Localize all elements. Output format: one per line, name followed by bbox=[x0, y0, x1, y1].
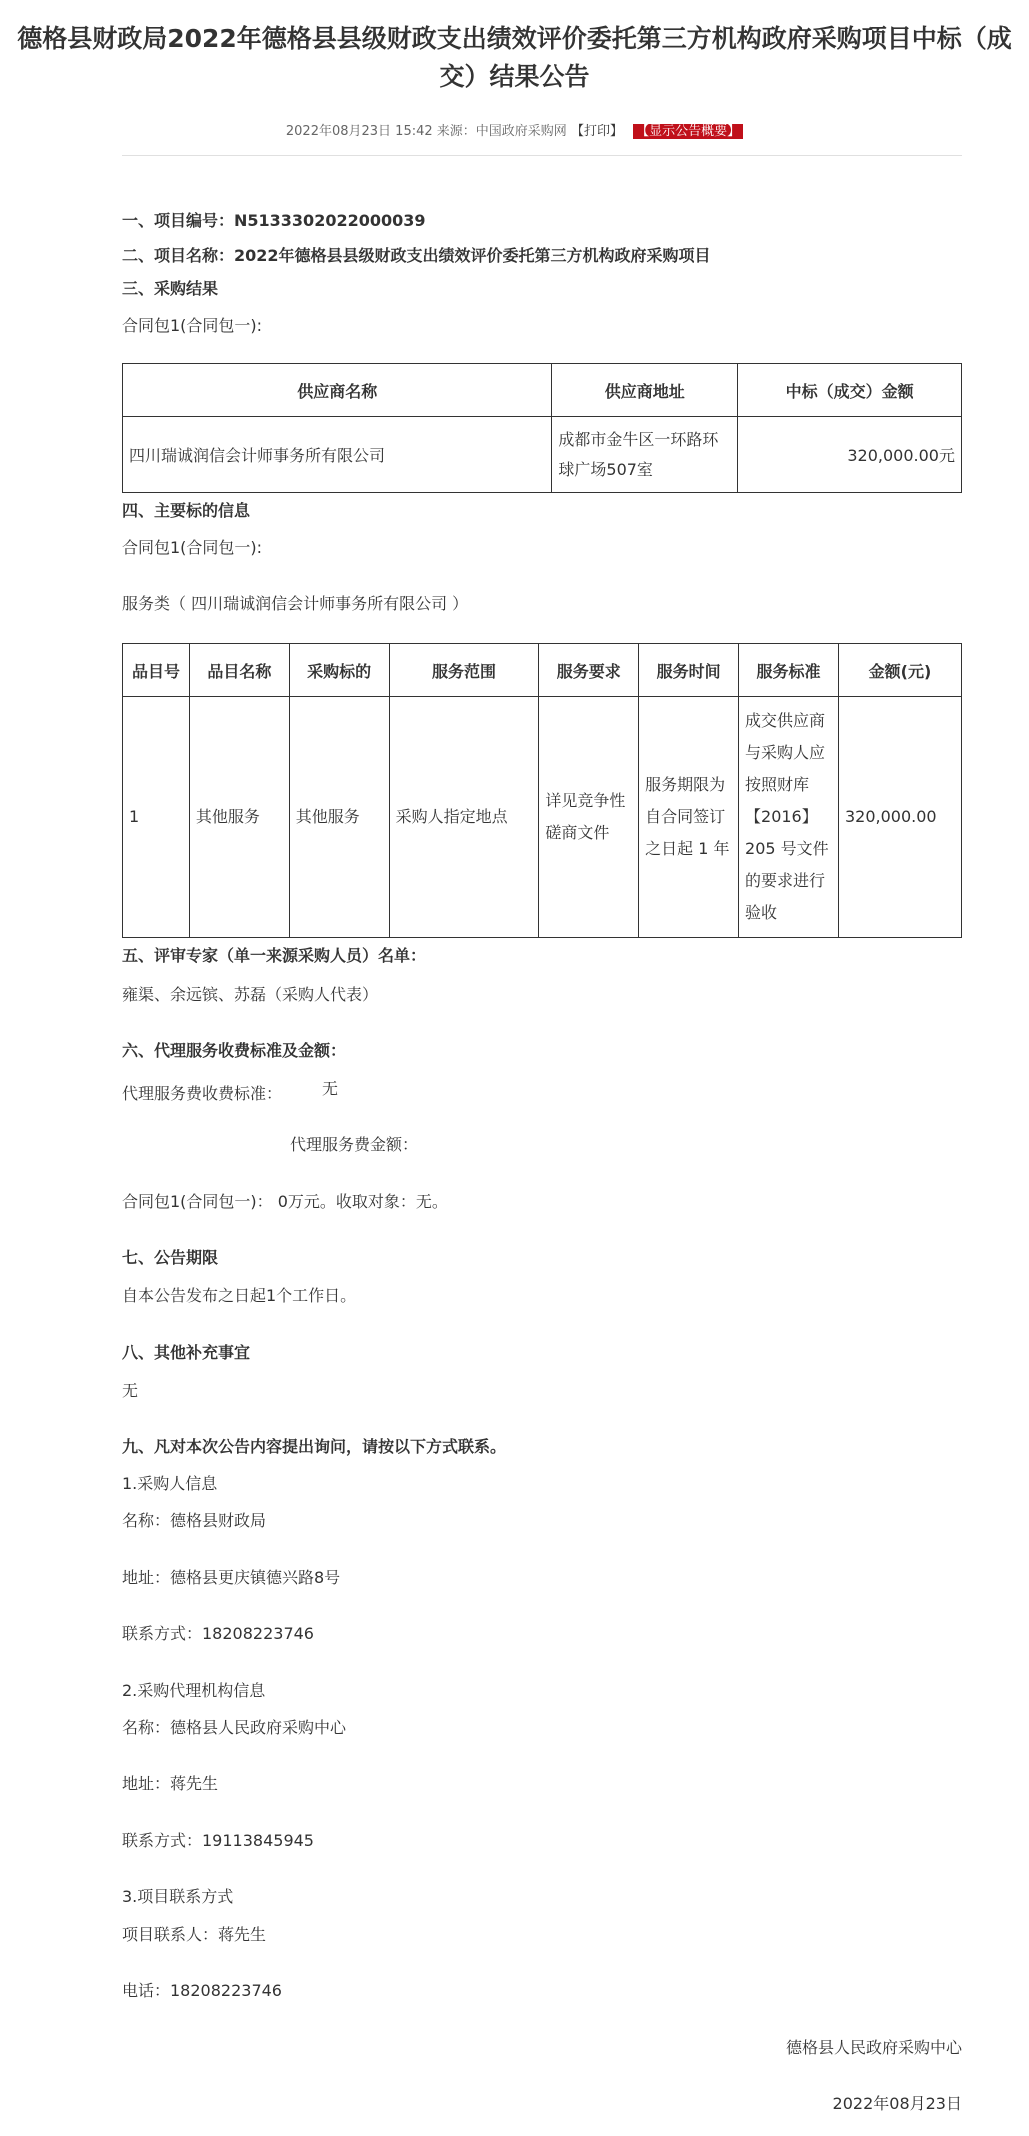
table-header-cell: 供应商名称 bbox=[123, 364, 552, 417]
table-cell: 成交供应商与采购人应按照财库【2016】205 号文件的要求进行验收 bbox=[739, 697, 839, 938]
section-heading-experts: 五、评审专家（单一来源采购人员）名单： bbox=[122, 946, 427, 965]
section-heading-contact: 九、凡对本次公告内容提出询问，请按以下方式联系。 bbox=[122, 1437, 507, 1456]
fee-amount-label: 代理服务费金额： bbox=[290, 1135, 419, 1154]
period-text: 自本公告发布之日起1个工作日。 bbox=[122, 1286, 357, 1305]
section-heading-other: 八、其他补充事宜 bbox=[122, 1343, 251, 1362]
project-number: 一、项目编号：N5133302022000039 bbox=[122, 211, 426, 230]
fee-standard-label: 代理服务费收费标准： bbox=[122, 1084, 283, 1103]
purchaser-phone: 联系方式：18208223746 bbox=[122, 1624, 314, 1643]
table-header-cell: 品目名称 bbox=[189, 644, 289, 697]
purchaser-name: 名称：德格县财政局 bbox=[122, 1511, 267, 1530]
meta-line bbox=[0, 120, 1029, 139]
result-table bbox=[122, 363, 962, 493]
table-header-cell: 金额(元) bbox=[838, 644, 961, 697]
footer-org: 德格县人民政府采购中心 bbox=[785, 2038, 962, 2057]
table-header-row bbox=[123, 644, 962, 697]
service-category: 服务类（ 四川瑞诚润信会计师事务所有限公司 ） bbox=[122, 594, 469, 613]
project-contact-phone: 电话：18208223746 bbox=[122, 1981, 282, 2000]
table-cell: 320,000.00 bbox=[838, 697, 961, 938]
table-cell: 其他服务 bbox=[289, 697, 389, 938]
table-row bbox=[123, 697, 962, 938]
divider bbox=[122, 155, 962, 156]
source: 来源：中国政府采购网 bbox=[436, 124, 567, 139]
print-link[interactable]: 【打印】 bbox=[570, 124, 623, 139]
purchaser-info-title: 1.采购人信息 bbox=[122, 1474, 218, 1493]
project-contact-title: 3.项目联系方式 bbox=[122, 1887, 234, 1906]
project-contact-person: 项目联系人：蒋先生 bbox=[122, 1925, 267, 1944]
table-header-cell: 服务标准 bbox=[739, 644, 839, 697]
table-cell: 详见竞争性磋商文件 bbox=[539, 697, 639, 938]
purchaser-address: 地址：德格县更庆镇德兴路8号 bbox=[122, 1568, 341, 1587]
table-header-cell: 服务要求 bbox=[539, 644, 639, 697]
fee-amount-package: 合同包1(合同包一)： 0万元。收取对象：无。 bbox=[122, 1192, 448, 1211]
supplier-address: 成都市金牛区一环路环球广场507室 bbox=[552, 417, 738, 493]
fee-standard-value: 无 bbox=[322, 1079, 339, 1098]
project-name: 二、项目名称：2022年德格县县级财政支出绩效评价委托第三方机构政府采购项目 bbox=[122, 246, 711, 265]
table-header-cell: 供应商地址 bbox=[552, 364, 738, 417]
table-cell: 采购人指定地点 bbox=[389, 697, 539, 938]
table-header-cell: 服务范围 bbox=[389, 644, 539, 697]
other-text: 无 bbox=[122, 1381, 139, 1400]
agency-name: 名称：德格县人民政府采购中心 bbox=[122, 1718, 347, 1737]
show-summary-button[interactable]: 【显示公告概要】 bbox=[633, 124, 743, 139]
section-heading-subject: 四、主要标的信息 bbox=[122, 501, 251, 520]
table-header-cell: 服务时间 bbox=[639, 644, 739, 697]
supplier-name: 四川瑞诚润信会计师事务所有限公司 bbox=[123, 417, 552, 493]
table-cell: 服务期限为自合同签订之日起 1 年 bbox=[639, 697, 739, 938]
table-cell: 其他服务 bbox=[189, 697, 289, 938]
contract-package: 合同包1(合同包一): bbox=[122, 316, 263, 335]
table-cell: 1 bbox=[123, 697, 190, 938]
table-header-cell: 中标（成交）金额 bbox=[738, 364, 962, 417]
contract-package: 合同包1(合同包一): bbox=[122, 538, 263, 557]
section-heading-result: 三、采购结果 bbox=[122, 279, 219, 298]
agency-address: 地址：蒋先生 bbox=[122, 1774, 219, 1793]
agency-info-title: 2.采购代理机构信息 bbox=[122, 1681, 266, 1700]
award-amount: 320,000.00元 bbox=[738, 417, 962, 493]
table-header-row bbox=[123, 364, 962, 417]
experts-list: 雍渠、余远镔、苏磊（采购人代表） bbox=[122, 985, 379, 1004]
table-header-cell: 采购标的 bbox=[289, 644, 389, 697]
agency-phone: 联系方式：19113845945 bbox=[122, 1831, 314, 1850]
page-title: 德格县财政局2022年德格县县级财政支出绩效评价委托第三方机构政府采购项目中标（成交）结果公告 bbox=[17, 24, 1012, 91]
section-heading-agency-fee: 六、代理服务收费标准及金额： bbox=[122, 1041, 347, 1060]
section-heading-period: 七、公告期限 bbox=[122, 1248, 219, 1267]
footer-date: 2022年08月23日 bbox=[832, 2094, 962, 2113]
subject-table bbox=[122, 643, 962, 938]
table-header-cell: 品目号 bbox=[123, 644, 190, 697]
table-row bbox=[123, 417, 962, 493]
publish-datetime: 2022年08月23日 15:42 bbox=[285, 124, 433, 139]
